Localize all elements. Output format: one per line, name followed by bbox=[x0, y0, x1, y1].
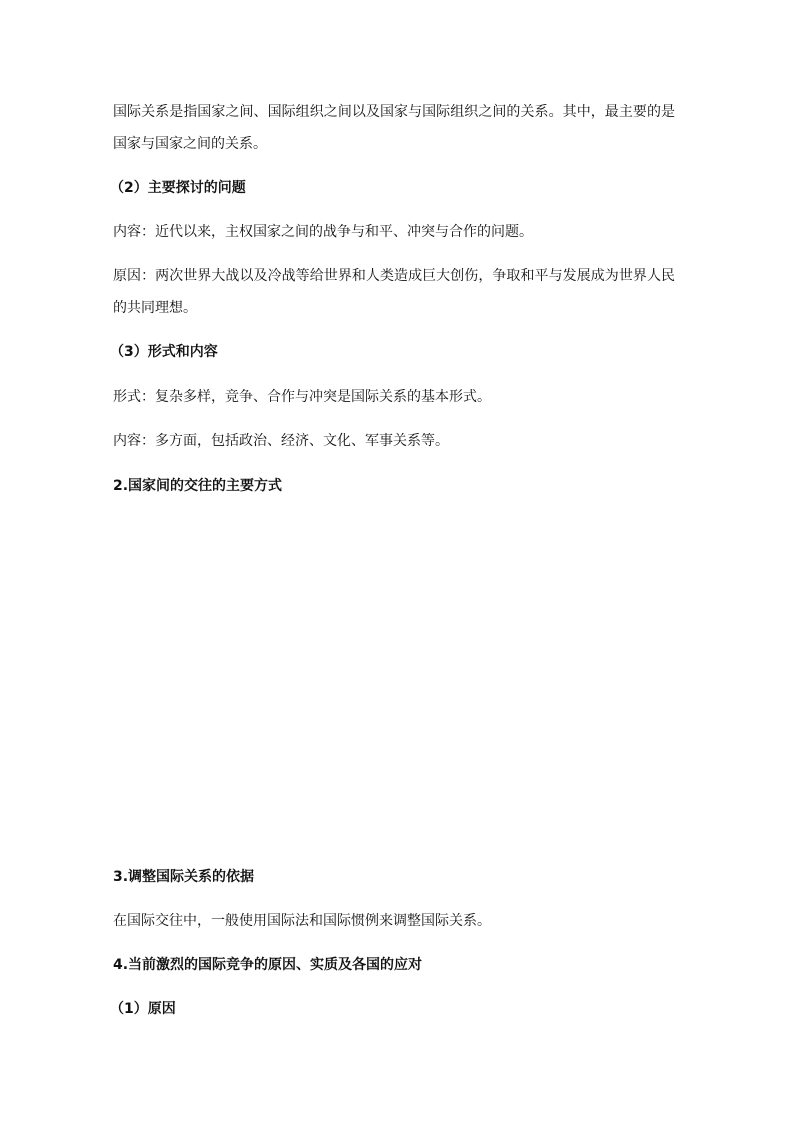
form-text: 形式：复杂多样，竞争、合作与冲突是国际关系的基本形式。 bbox=[113, 389, 491, 405]
section-heading-3: 3.调整国际关系的依据 bbox=[113, 869, 255, 885]
content-text: 内容：多方面，包括政治、经济、文化、军事关系等。 bbox=[113, 433, 449, 449]
subheading-form-content: （3）形式和内容 bbox=[110, 344, 218, 360]
intro-paragraph-line-2: 国家与国家之间的关系。 bbox=[113, 136, 267, 152]
issues-content-text: 内容：近代以来，主权国家之间的战争与和平、冲突与合作的问题。 bbox=[113, 224, 533, 240]
intro-paragraph-line-1: 国际关系是指国家之间、国际组织之间以及国家与国际组织之间的关系。其中，最主要的是 bbox=[113, 104, 675, 120]
subheading-main-issues: （2）主要探讨的问题 bbox=[110, 180, 246, 196]
section-3-text: 在国际交往中，一般使用国际法和国际惯例来调整国际关系。 bbox=[113, 913, 491, 929]
issues-reason-line-1: 原因：两次世界大战以及冷战等给世界和人类造成巨大创伤，争取和平与发展成为世界人民 bbox=[113, 268, 675, 284]
subheading-reason: （1）原因 bbox=[110, 1001, 176, 1017]
section-heading-2: 2.国家间的交往的主要方式 bbox=[113, 478, 283, 494]
issues-reason-line-2: 的共同理想。 bbox=[113, 300, 197, 316]
section-heading-4: 4.当前激烈的国际竞争的原因、实质及各国的应对 bbox=[113, 957, 423, 973]
